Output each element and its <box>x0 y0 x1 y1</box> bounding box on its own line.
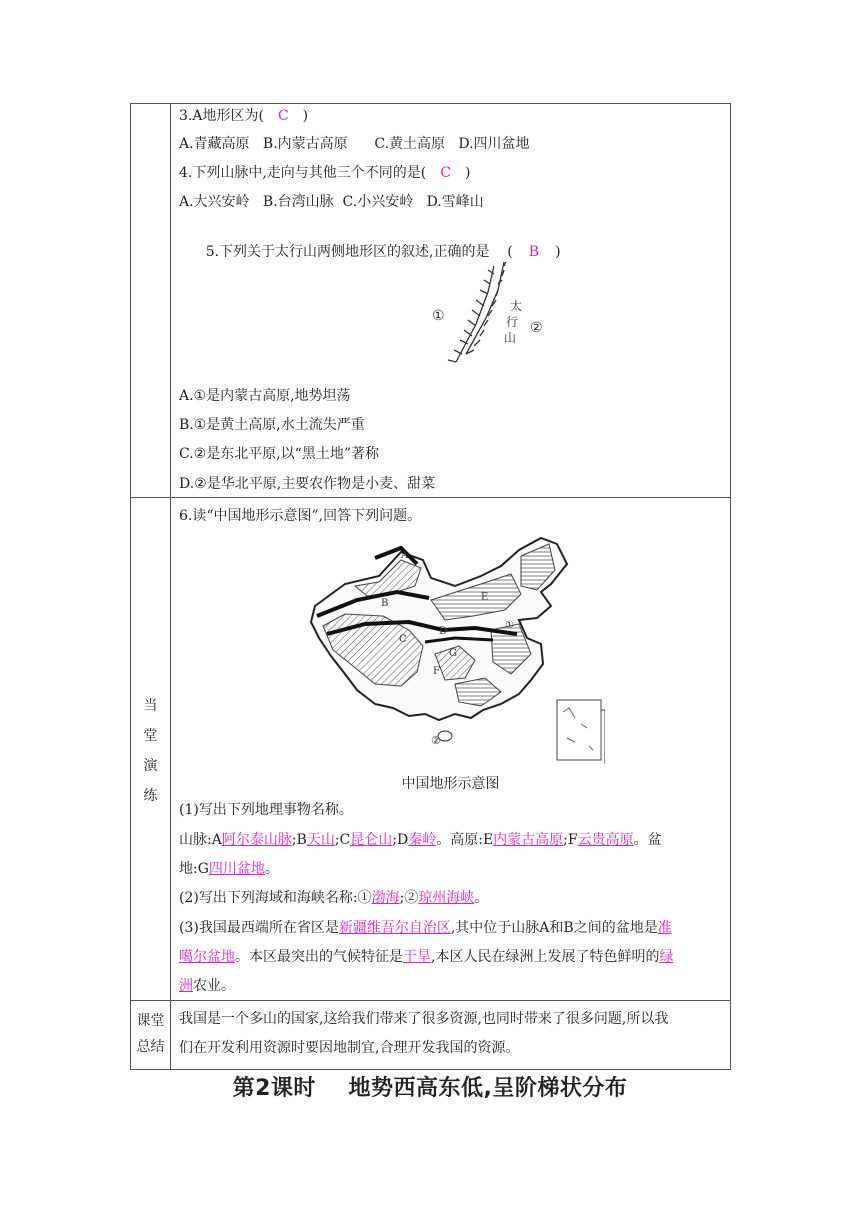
q5-option-a: A.①是内蒙古高原,地势坦荡 <box>179 388 351 404</box>
q4-answer: C <box>440 165 451 181</box>
taihang-mountain-figure <box>426 254 566 374</box>
q6-part1-head: (1)写出下列地理事物名称。 <box>179 802 353 818</box>
q6-stem: 6.读“中国地形示意图”,回答下列问题。 <box>179 508 422 524</box>
section-label-char: 练 <box>143 788 158 804</box>
answer-oasis: 绿 <box>659 949 674 965</box>
section-label-cell <box>130 497 171 1001</box>
row1-label-cell <box>130 103 171 498</box>
answer-strait-2: 琼州海峡 <box>418 890 475 906</box>
q6-content-cell <box>170 497 731 1001</box>
china-terrain-map <box>305 534 605 764</box>
map-label-e: E <box>481 592 489 603</box>
q6-part3-line1: (3)我国最西端所在省区是新疆维吾尔自治区,其中位于山脉A和B之间的盆地是准 <box>179 920 672 936</box>
next-lesson-title: 第2课时 地势西高东低,呈阶梯状分布 <box>232 1076 628 1101</box>
q6-part1-line2: 地:G四川盆地。 <box>179 861 279 877</box>
summary-line-1: 我国是一个多山的国家,这给我们带来了很多资源,也同时带来了很多问题,所以我 <box>179 1011 669 1027</box>
figure-mountain-char-2: 行 <box>506 315 519 329</box>
map-label-d: D <box>439 626 448 637</box>
answer-province: 新疆维吾尔自治区 <box>338 920 451 936</box>
map-mark-2: ② <box>431 734 441 747</box>
map-label-a: A <box>401 550 409 561</box>
q5-stem: 5.下列关于太行山两侧地形区的叙述,正确的是 ( B ) <box>205 244 561 260</box>
answer-g: 四川盆地 <box>208 861 265 877</box>
figure-mountain-char-1: 太 <box>510 299 523 313</box>
q6-part3-line2: 噶尔盆地。本区最突出的气候特征是干旱,本区人民在绿洲上发展了特色鲜明的绿 <box>179 949 674 965</box>
map-label-b: B <box>381 598 389 609</box>
q4-stem: 4.下列山脉中,走向与其他三个不同的是( C ) <box>179 165 471 181</box>
map-label-g: G <box>449 648 457 659</box>
map-caption: 中国地形示意图 <box>401 776 500 792</box>
q6-part3-line3: 洲农业。 <box>179 978 235 994</box>
summary-content-cell <box>170 1000 731 1070</box>
section-label-char: 演 <box>143 758 158 774</box>
row1-content-cell <box>170 103 731 498</box>
q4-options: A.大兴安岭 B.台湾山脉 C.小兴安岭 D.雪峰山 <box>179 194 484 210</box>
map-label-c: C <box>399 634 407 645</box>
section-label-char: 堂 <box>143 728 158 744</box>
answer-e: 内蒙古高原 <box>493 832 564 848</box>
map-mark-1: ① <box>505 620 514 631</box>
q5-option-c: C.②是东北平原,以“黑土地”著称 <box>179 446 379 462</box>
figure-mark-2: ② <box>530 320 543 336</box>
q5-answer: B <box>528 244 540 260</box>
answer-a: 阿尔泰山脉 <box>221 832 292 848</box>
q3-stem: 3.A地形区为( C ) <box>179 108 309 124</box>
summary-label: 课堂 <box>136 1013 165 1029</box>
answer-climate: 干旱 <box>403 949 431 965</box>
worksheet-table <box>130 103 731 1070</box>
q6-part1-line1: 山脉:A阿尔泰山脉;B天山;C昆仑山;D秦岭。高原:E内蒙古高原;F云贵高原。盆 <box>179 832 662 848</box>
summary-label-cell <box>130 1000 171 1070</box>
q6-part2: (2)写出下列海域和海峡名称:①渤海;②琼州海峡。 <box>179 890 489 906</box>
answer-c: 昆仑山 <box>350 832 393 848</box>
answer-d: 秦岭 <box>408 832 437 848</box>
section-label-char: 当 <box>143 698 158 714</box>
answer-sea-1: 渤海 <box>371 890 400 906</box>
q5-option-d: D.②是华北平原,主要农作物是小麦、甜菜 <box>179 476 436 492</box>
summary-label: 总结 <box>136 1039 165 1055</box>
summary-line-2: 们在开发利用资源时要因地制宜,合理开发我国的资源。 <box>179 1040 520 1056</box>
q5-option-b: B.①是黄土高原,水土流失严重 <box>179 417 365 433</box>
map-label-f: F <box>433 666 440 677</box>
q3-options: A.青藏高原 B.内蒙古高原 C.黄土高原 D.四川盆地 <box>179 136 530 152</box>
figure-mountain-char-3: 山 <box>504 331 517 345</box>
answer-b: 天山 <box>306 832 335 848</box>
answer-f: 云贵高原 <box>577 832 634 848</box>
figure-mark-1: ① <box>432 308 445 324</box>
answer-basin: 准 <box>657 920 672 936</box>
q3-answer: C <box>277 108 289 124</box>
